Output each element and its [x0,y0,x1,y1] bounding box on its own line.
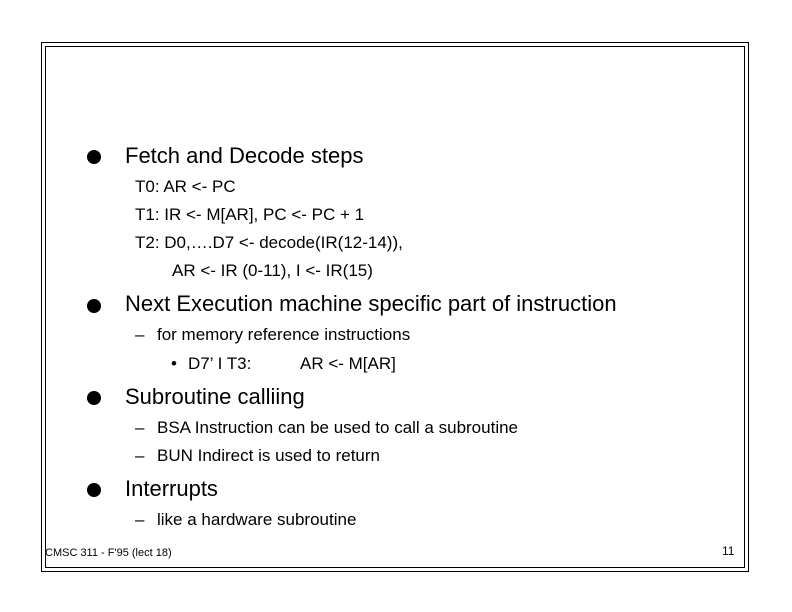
heading-subroutine: Subroutine calliing [125,384,305,409]
subsub-ar-mar: AR <- M[AR] [300,354,396,373]
subsub-d7-label: D7’ I T3: [188,354,252,373]
bullet-icon [87,483,101,497]
small-bullet-icon: • [171,354,177,373]
step-t2-continued: AR <- IR (0-11), I <- IR(15) [172,261,373,280]
step-t1: T1: IR <- M[AR], PC <- PC + 1 [135,205,365,224]
sub-memory-reference: for memory reference instructions [157,325,411,344]
bullet-icon [87,299,101,313]
heading-interrupts: Interrupts [125,476,218,501]
step-t2: T2: D0,….D7 <- decode(IR(12-14)), [135,233,403,252]
heading-next-execution: Next Execution machine specific part of instruction [125,291,617,316]
sub-bun-indirect: BUN Indirect is used to return [157,446,380,465]
bullet-icon [87,150,101,164]
page-number: 11 [722,544,735,558]
sub-hardware-subroutine: like a hardware subroutine [157,510,357,529]
footer-course-label: CMSC 311 - F'95 (lect 18) [45,547,172,559]
dash-bullet-icon: – [135,418,145,437]
step-t0: T0: AR <- PC [135,177,236,196]
heading-fetch-decode: Fetch and Decode steps [125,143,364,168]
dash-bullet-icon: – [135,325,145,344]
dash-bullet-icon: – [135,510,145,529]
dash-bullet-icon: – [135,446,145,465]
bullet-icon [87,391,101,405]
sub-bsa-instruction: BSA Instruction can be used to call a subroutine [157,418,519,437]
